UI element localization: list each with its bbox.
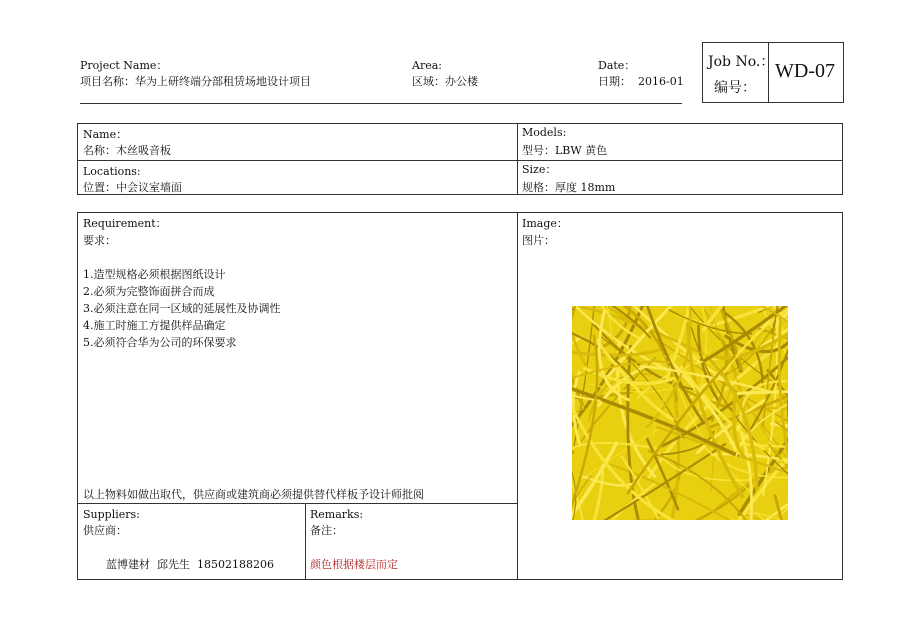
project-label-cn: 项目名称：: [80, 75, 135, 88]
wood-wool-texture: [572, 306, 788, 520]
fiber-strand: [655, 447, 750, 480]
locations-label-cn: 位置：: [83, 181, 116, 194]
fiber-strand: [572, 350, 659, 355]
name-label-cn: 名称：: [83, 144, 116, 157]
remarks-label-en: Remarks:: [310, 508, 364, 521]
requirement-item: 3.必须注意在同一区域的延展性及协调性: [83, 302, 281, 315]
remarks-value: 颜色根据楼层而定: [310, 558, 398, 571]
date-value: 2016-01: [638, 75, 684, 88]
locations-value: 中会议室墙面: [116, 181, 182, 194]
area: [412, 75, 478, 89]
project-label-en: Project Name：: [80, 59, 168, 72]
models-value: LBW 黄色: [555, 144, 608, 157]
info-row-divider: [77, 160, 843, 161]
date-label-cn: 日期：: [598, 75, 631, 88]
locations-label-en: Locations:: [83, 165, 141, 178]
info-col-divider: [517, 123, 518, 195]
image-label-cn: 图片：: [522, 234, 555, 247]
name-label-en: Name：: [83, 128, 128, 141]
suppliers-label-en: Suppliers:: [83, 508, 140, 521]
requirement-item: 1.造型规格必须根据图纸设计: [83, 268, 226, 281]
remarks-label-cn: 备注：: [310, 524, 343, 537]
date-label-en: Date：: [598, 59, 636, 72]
models-label-cn: 型号：: [522, 144, 555, 157]
date: [598, 75, 684, 89]
size-label-cn: 规格：: [522, 181, 555, 194]
requirement-label-en: Requirement：: [83, 217, 167, 230]
material-swatch-image: [572, 306, 788, 520]
job-value: WD-07: [775, 60, 835, 82]
project-value: 华为上研终端分部租赁场地设计项目: [135, 75, 311, 88]
job-label-en: Job No.：: [708, 54, 775, 70]
name-value: 木丝吸音板: [116, 144, 171, 157]
name-field: [83, 144, 171, 158]
area-label-cn: 区域：: [412, 75, 445, 88]
size-value: 厚度 18mm: [555, 181, 616, 194]
image-label-en: Image：: [522, 217, 568, 230]
header-underline: [80, 103, 682, 104]
locations-field: [83, 181, 182, 195]
job-label-cn: 编号：: [714, 80, 756, 96]
job-box-divider: [768, 42, 769, 103]
size-field: [522, 181, 615, 195]
requirement-item: 2.必须为完整饰面拼合而成: [83, 285, 215, 298]
supplier-remarks-divider: [305, 503, 306, 580]
substitution-note: 以上物料如做出取代，供应商或建筑商必须提供替代样板予设计师批阅: [83, 488, 424, 501]
requirement-label-cn: 要求：: [83, 234, 116, 247]
project-name: [80, 75, 311, 89]
suppliers-label-cn: 供应商：: [83, 524, 127, 537]
requirement-item: 5.必须符合华为公司的环保要求: [83, 336, 237, 349]
models-field: [522, 144, 607, 158]
requirement-item: 4.施工时施工方提供样品确定: [83, 319, 226, 332]
area-value: 办公楼: [445, 75, 478, 88]
supplier-contact: 蓝博建材 邱先生 18502188206: [106, 558, 274, 571]
area-label-en: Area:: [412, 59, 442, 72]
supplier-row-divider: [77, 503, 517, 504]
fiber-strand: [572, 306, 592, 373]
size-label-en: Size：: [522, 163, 557, 176]
info-table: [77, 123, 843, 195]
main-col-divider: [517, 212, 518, 580]
models-label-en: Models:: [522, 126, 567, 139]
